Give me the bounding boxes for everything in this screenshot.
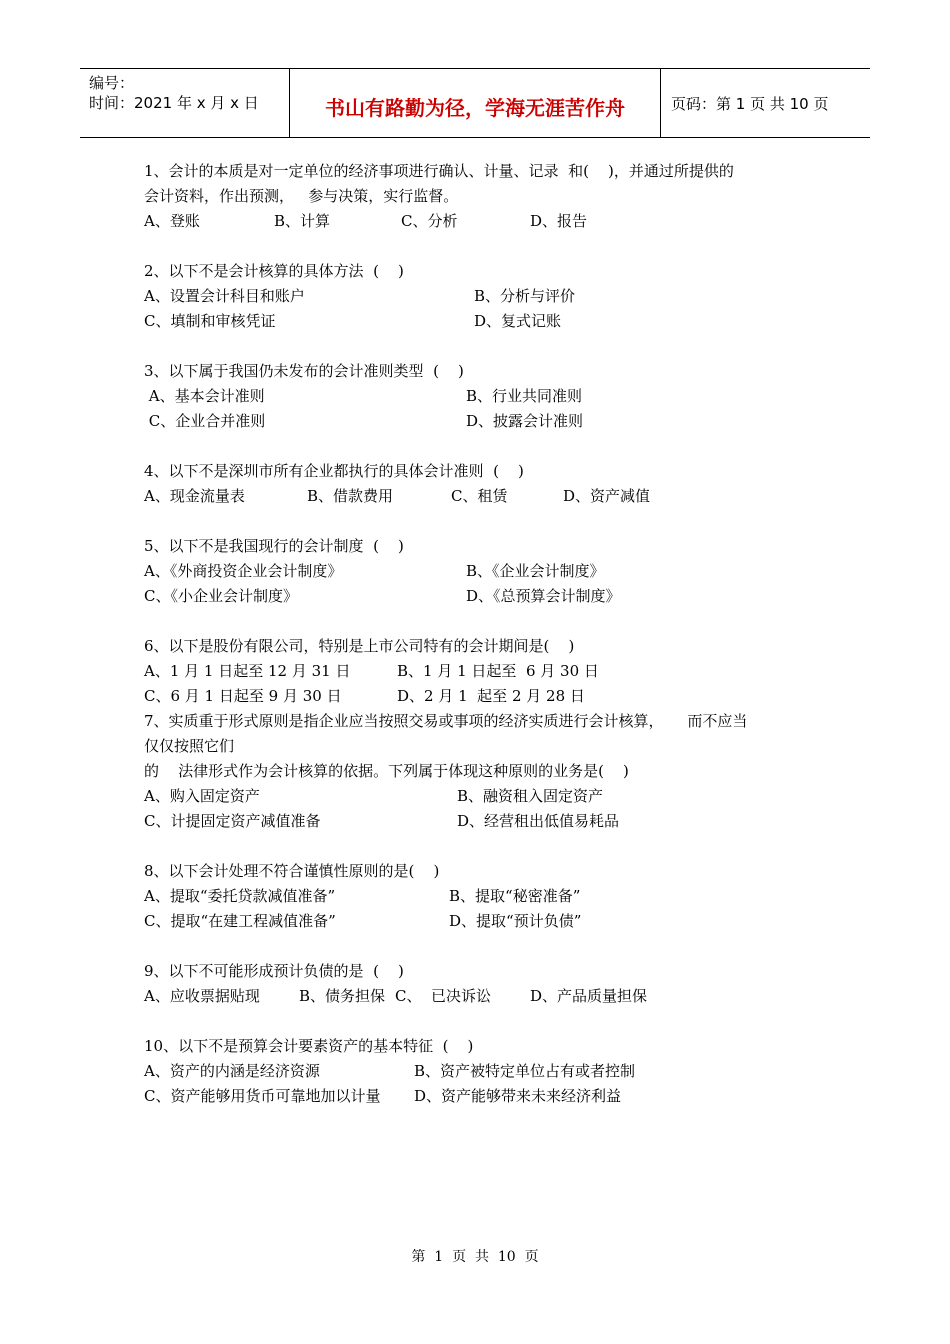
- answer-option: D、披露会计准则: [466, 412, 584, 430]
- answer-option: C、6 月 1 日起至 9 月 30 日: [144, 687, 342, 705]
- answer-option: A、提取“委托贷款减值准备”: [144, 887, 336, 905]
- option-row: [144, 409, 824, 434]
- option-row: [144, 484, 824, 509]
- answer-option: D、《总预算会计制度》: [466, 587, 621, 605]
- question-text: 会计资料，作出预测， 参与决策，实行监督。: [144, 187, 459, 205]
- question-text: 5、以下不是我国现行的会计制度 ( ): [144, 537, 404, 555]
- option-row: [144, 384, 824, 409]
- answer-option: D、资产减值: [563, 487, 651, 505]
- answer-option: A、基本会计准则: [144, 387, 265, 405]
- option-row: [144, 1059, 824, 1084]
- question-text: 2、以下不是会计核算的具体方法 ( ): [144, 262, 404, 280]
- answer-option: C、资产能够用货币可靠地加以计量: [144, 1087, 381, 1105]
- answer-option: D、报告: [530, 212, 588, 230]
- page-footer: 第 1 页 共 10 页: [411, 1249, 539, 1265]
- question-2: [144, 259, 824, 334]
- option-row: [144, 784, 824, 809]
- question-7: [144, 709, 824, 834]
- answer-option: B、借款费用: [307, 487, 394, 505]
- answer-option: A、应收票据贴现: [144, 987, 260, 1005]
- answer-option: A、现金流量表: [144, 487, 245, 505]
- answer-option: C、《小企业会计制度》: [144, 587, 298, 605]
- answer-option: A、《外商投资企业会计制度》: [144, 562, 343, 580]
- question-10: [144, 1034, 824, 1109]
- answer-option: B、资产被特定单位占有或者控制: [414, 1062, 636, 1080]
- question-text: 6、以下是股份有限公司，特别是上市公司特有的会计期间是( ): [144, 637, 575, 655]
- question-text: 4、以下不是深圳市所有企业都执行的具体会计准则 ( ): [144, 462, 524, 480]
- answer-option: B、债务担保: [299, 987, 386, 1005]
- option-row: [144, 684, 824, 709]
- answer-option: D、2 月 1 起至 2 月 28 日: [397, 687, 585, 705]
- document-date: 时间：2021 年 x 月 x 日: [89, 94, 259, 112]
- question-text: 7、实质重于形式原则是指企业应当按照交易或事项的经济实质进行会计核算， 而不应当: [144, 712, 748, 730]
- document-number-label: 编号：: [89, 74, 135, 92]
- question-3: [144, 359, 824, 434]
- answer-option: D、资产能够带来未来经济利益: [414, 1087, 622, 1105]
- answer-option: A、购入固定资产: [144, 787, 260, 805]
- answer-option: C、填制和审核凭证: [144, 312, 276, 330]
- answer-option: A、设置会计科目和账户: [144, 287, 305, 305]
- question-8: [144, 859, 824, 934]
- header-left-cell: [80, 69, 290, 137]
- answer-option: A、登账: [144, 212, 200, 230]
- header-motto: 书山有路勤为径，学海无涯苦作舟: [290, 69, 661, 137]
- header-page-info: 页码：第 1 页 共 10 页: [671, 94, 829, 113]
- option-row: [144, 884, 824, 909]
- option-row: [144, 809, 824, 834]
- answer-option: B、融资租入固定资产: [457, 787, 604, 805]
- question-text: 10、以下不是预算会计要素资产的基本特征 ( ): [144, 1037, 474, 1055]
- question-text: 9、以下不可能形成预计负债的是 ( ): [144, 962, 404, 980]
- option-row: [144, 909, 824, 934]
- question-9: [144, 959, 824, 1009]
- answer-option: B、提取“秘密准备”: [449, 887, 581, 905]
- question-5: [144, 534, 824, 609]
- option-row: [144, 984, 824, 1009]
- answer-option: C、 已决诉讼: [395, 987, 492, 1005]
- question-6: [144, 634, 824, 709]
- question-text: 8、以下会计处理不符合谨慎性原则的是( ): [144, 862, 440, 880]
- answer-option: C、分析: [401, 212, 458, 230]
- answer-option: D、复式记账: [474, 312, 562, 330]
- option-row: [144, 209, 824, 234]
- answer-option: C、提取“在建工程减值准备”: [144, 912, 336, 930]
- option-row: [144, 559, 824, 584]
- answer-option: C、租赁: [451, 487, 508, 505]
- answer-option: D、产品质量担保: [530, 987, 648, 1005]
- option-row: [144, 284, 824, 309]
- question-4: [144, 459, 824, 509]
- answer-option: B、行业共同准则: [466, 387, 583, 405]
- answer-option: D、提取“预计负债”: [449, 912, 582, 930]
- option-row: [144, 584, 824, 609]
- answer-option: C、企业合并准则: [144, 412, 266, 430]
- question-list: [144, 159, 824, 1134]
- question-text: 1、会计的本质是对一定单位的经济事项进行确认、计量、记录 和( )，并通过所提供的: [144, 162, 734, 180]
- question-text: 仅仅按照它们: [144, 737, 235, 755]
- answer-option: A、资产的内涵是经济资源: [144, 1062, 320, 1080]
- answer-option: B、计算: [274, 212, 331, 230]
- page-header: [80, 68, 870, 138]
- answer-option: C、计提固定资产减值准备: [144, 812, 321, 830]
- option-row: [144, 1084, 824, 1109]
- answer-option: B、分析与评价: [474, 287, 576, 305]
- option-row: [144, 659, 824, 684]
- answer-option: D、经营租出低值易耗品: [457, 812, 620, 830]
- question-text: 的 法律形式作为会计核算的依据。下列属于体现这种原则的业务是( ): [144, 762, 629, 780]
- answer-option: B、《企业会计制度》: [466, 562, 605, 580]
- answer-option: B、1 月 1 日起至 6 月 30 日: [397, 662, 599, 680]
- option-row: [144, 309, 824, 334]
- question-1: [144, 159, 824, 234]
- answer-option: A、1 月 1 日起至 12 月 31 日: [144, 662, 351, 680]
- question-text: 3、以下属于我国仍未发布的会计准则类型 ( ): [144, 362, 464, 380]
